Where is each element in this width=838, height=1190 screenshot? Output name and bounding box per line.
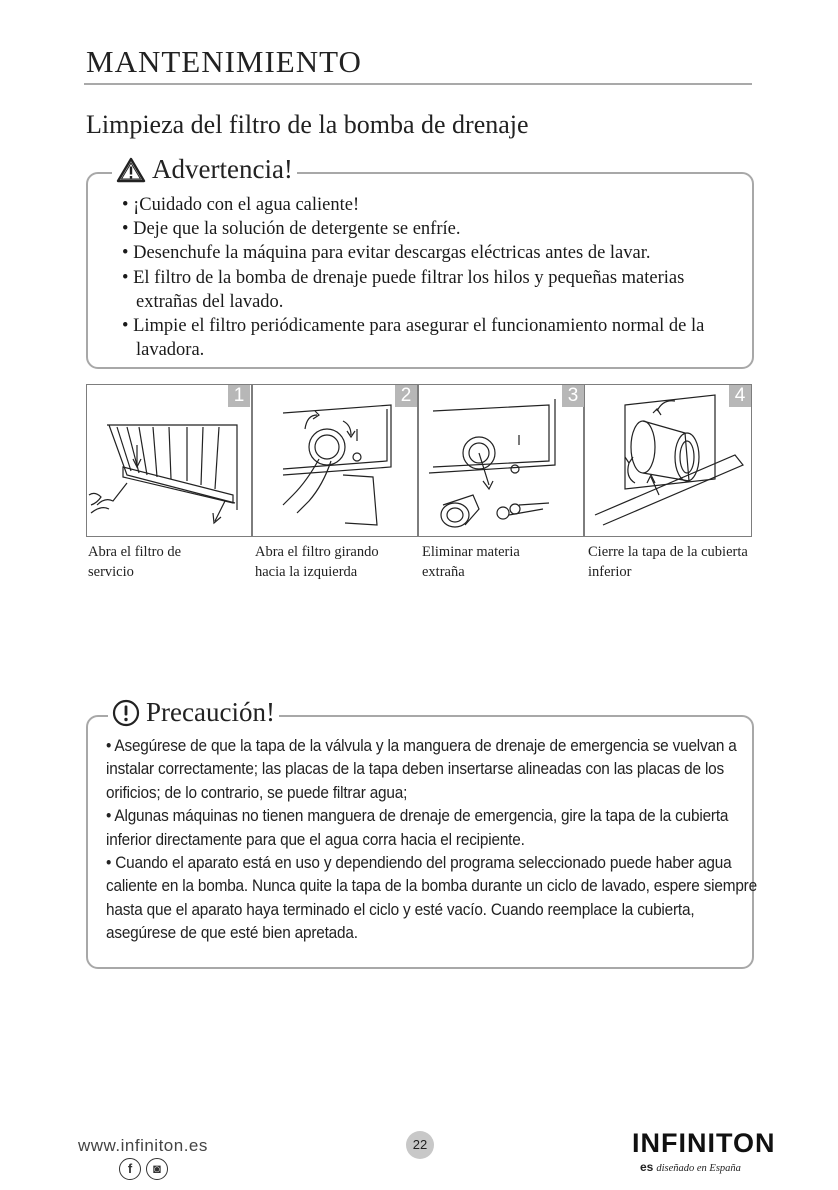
caution-text [106,735,757,946]
step-caption [588,542,768,582]
caution-paragraph: • Asegúrese de que la tapa de la válvula y la manguera de drenaje de emergencia se vuelvan a instalar correctamente; las placas de la tapa deben insertarse alineadas con las placas de los orificios; de lo contrario, se puede filtrar agua; [106,737,737,802]
step-caption-line: Abra el filtro de [88,544,182,560]
step-number: 3 [562,385,584,407]
step-2-illustration [252,384,418,537]
website-link[interactable]: www.infiniton.es [78,1136,208,1155]
step-number: 2 [395,385,417,407]
list-item: • Desenchufe la máquina para evitar descargas eléctricas antes de lavar. [122,243,651,264]
brand-tagline [640,1160,741,1174]
exclamation-circle-icon [112,699,140,727]
tagline-text: diseñado en España [656,1163,741,1174]
step-caption [88,542,253,582]
step-caption-line: hacia la izquierda [255,564,358,580]
step-caption-line: inferior [588,564,632,580]
warning-triangle-icon [116,157,146,183]
tagline-mark: es [640,1160,654,1174]
list-item: • El filtro de la bomba de drenaje puede filtrar los hilos y pequeñas materias extrañas del lavado. [122,267,685,312]
step-caption-line: Cierre la tapa de la cubierta [588,544,748,560]
step-1-drawing [87,385,251,536]
caution-paragraph: • Algunas máquinas no tienen manguera de drenaje de emergencia, gire la tapa de la cubierta inferior directamente para que el agua corra hacia el recipiente. [106,807,729,849]
title-divider [84,83,752,85]
section-title: Limpieza del filtro de la bomba de drenaje [86,110,529,139]
step-caption [422,542,587,582]
step-number: 4 [729,385,751,407]
list-item: • ¡Cuidado con el agua caliente! [122,195,360,215]
step-4-illustration [584,384,752,537]
step-caption [255,542,420,582]
step-caption-line: Abra el filtro girando [255,544,379,560]
warning-heading [112,154,297,185]
step-3-illustration [418,384,584,537]
step-caption-line: Eliminar materia [422,544,520,560]
caution-heading-text: Precaución! [146,697,275,727]
brand-logo: INFINITON [632,1128,776,1158]
step-2-drawing [253,385,417,536]
step-number: 1 [228,385,250,407]
page-number: 22 [406,1131,434,1159]
step-caption-line: extraña [422,564,465,580]
facebook-icon[interactable]: f [119,1158,141,1180]
warning-heading-text: Advertencia! [152,154,293,184]
list-item: • Limpie el filtro periódicamente para asegurar el funcionamiento normal de la lavadora. [122,316,705,361]
caution-paragraph: • Cuando el aparato está en uso y dependiendo del programa seleccionado puede haber agua caliente en la bomba. Nunca quite la tapa de la bomba durante un ciclo de lavado, espere siempre hasta que el aparato haya terminado el ciclo y esté vacío. Cuando reemplace la cubierta, asegúrese de que esté bien apretada. [106,854,757,943]
instagram-icon[interactable]: ◙ [146,1158,168,1180]
list-item: • Deje que la solución de detergente se enfríe. [122,219,461,240]
page-title: MANTENIMIENTO [86,44,362,79]
warning-list [122,193,742,362]
step-3-drawing [419,385,583,536]
caution-heading [108,697,279,728]
step-4-drawing [585,385,751,536]
step-caption-line: servicio [88,564,134,580]
